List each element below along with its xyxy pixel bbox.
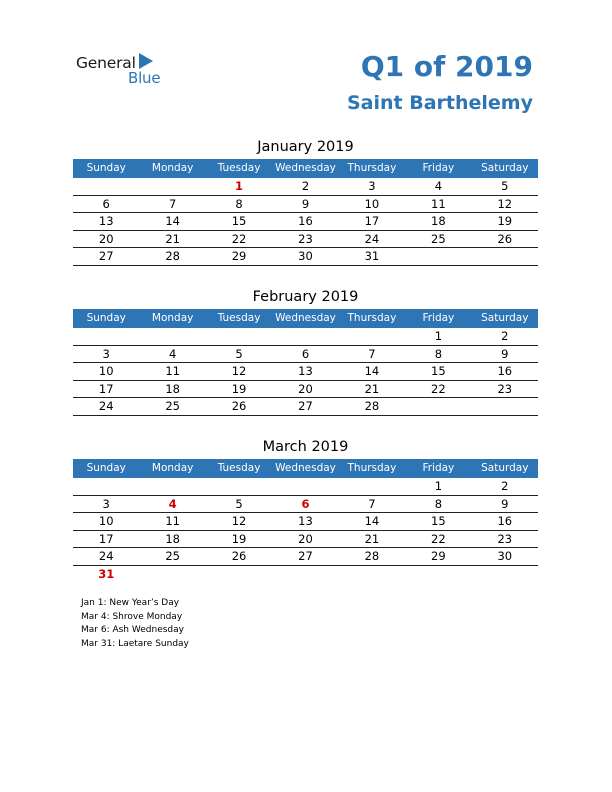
day-cell: 9: [501, 496, 509, 511]
month-february: [73, 286, 538, 416]
day-cell: 6: [301, 496, 310, 511]
day-cell: [272, 328, 338, 345]
month-january: [73, 136, 538, 266]
day-cell: 8: [434, 496, 443, 511]
day-cell: 17: [98, 381, 114, 396]
day-cell: 13: [298, 364, 313, 378]
day-cell: [73, 478, 139, 495]
weekday-label: Sunday: [86, 312, 126, 324]
holiday-item: Mar 31: Laetare Sunday: [81, 638, 189, 649]
day-cell: 8: [235, 196, 243, 211]
day-cell: 2: [501, 329, 509, 343]
weekday-label: Thursday: [347, 462, 397, 474]
weekday-label: Thursday: [347, 312, 397, 324]
day-cell: 17: [364, 214, 380, 228]
weekday-label: Monday: [151, 462, 194, 474]
day-cell: 4: [168, 496, 177, 511]
day-cell: 15: [431, 514, 446, 528]
day-cell: 23: [497, 381, 513, 396]
holiday-list: [81, 597, 189, 651]
day-cell: 10: [98, 364, 114, 378]
day-cell: 14: [165, 214, 180, 228]
weekday-label: Sunday: [86, 462, 126, 474]
week-row: [73, 531, 538, 549]
day-cell: 16: [298, 214, 313, 228]
logo-blue-text: Blue: [128, 69, 161, 87]
day-cell: 6: [301, 346, 310, 361]
day-cell: 12: [231, 364, 247, 378]
day-cell: [139, 478, 205, 495]
week-row: [73, 178, 538, 196]
weekday-header: [73, 309, 538, 328]
day-cell: 15: [431, 364, 446, 378]
week-row: [73, 513, 538, 531]
day-cell: [339, 478, 405, 495]
day-cell: 28: [364, 549, 380, 563]
day-cell: 5: [235, 496, 243, 511]
holiday-item: Mar 4: Shrove Monday: [81, 611, 183, 622]
day-cell: 31: [364, 249, 380, 263]
day-cell: [73, 328, 139, 345]
day-cell: [206, 478, 272, 495]
weekday-label: Wednesday: [275, 462, 336, 474]
day-cell: 7: [368, 346, 376, 361]
day-cell: 1: [434, 329, 443, 343]
day-cell: 28: [364, 399, 380, 413]
weekday-label: Tuesday: [217, 312, 261, 324]
day-cell: 18: [431, 214, 446, 228]
day-cell: 7: [368, 496, 376, 511]
day-cell: [339, 566, 405, 583]
day-cell: 22: [431, 531, 446, 546]
week-row: [73, 381, 538, 399]
day-cell: 23: [298, 231, 313, 246]
holiday-item: Jan 1: New Year’s Day: [81, 598, 180, 608]
day-cell: 18: [165, 381, 180, 396]
day-cell: [73, 178, 139, 195]
day-cell: 24: [364, 231, 380, 246]
day-cell: [272, 566, 338, 583]
week-row: [73, 346, 538, 364]
day-cell: 15: [231, 214, 247, 228]
day-cell: 19: [231, 381, 247, 396]
day-cell: 16: [497, 514, 513, 528]
day-cell: [139, 178, 205, 195]
weekday-label: Tuesday: [217, 462, 261, 474]
day-cell: 10: [98, 514, 114, 528]
weekday-label: Friday: [422, 162, 455, 174]
weekday-label: Saturday: [481, 312, 529, 324]
day-cell: [139, 566, 205, 583]
day-cell: 31: [98, 566, 115, 581]
day-cell: 1: [235, 179, 244, 193]
week-row: [73, 478, 538, 496]
day-cell: 3: [368, 179, 376, 193]
day-cell: 20: [298, 531, 313, 546]
day-cell: 24: [98, 549, 114, 563]
day-cell: 1: [434, 479, 443, 493]
day-cell: 12: [231, 514, 247, 528]
day-cell: 25: [165, 549, 180, 563]
day-cell: [405, 398, 471, 415]
day-cell: 18: [165, 531, 180, 546]
day-cell: 22: [231, 231, 247, 246]
day-cell: 11: [165, 364, 180, 378]
month-title: February 2019: [252, 289, 359, 305]
day-cell: 24: [98, 399, 114, 413]
week-row: [73, 196, 538, 214]
weekday-label: Wednesday: [275, 312, 336, 324]
day-cell: 8: [434, 346, 443, 361]
day-cell: 5: [235, 346, 243, 361]
day-cell: 26: [231, 549, 247, 563]
country-name: Saint Barthelemy: [347, 92, 533, 114]
day-cell: 19: [231, 531, 247, 546]
week-row: [73, 496, 538, 514]
day-cell: 16: [497, 364, 513, 378]
day-cell: 13: [98, 214, 114, 228]
day-cell: 4: [168, 346, 177, 361]
logo-triangle-icon: [139, 53, 153, 69]
day-cell: 5: [501, 179, 509, 193]
week-row: [73, 248, 538, 266]
day-cell: [272, 478, 338, 495]
weekday-label: Saturday: [481, 462, 529, 474]
day-cell: [472, 398, 538, 415]
day-cell: 20: [298, 381, 313, 396]
week-row: [73, 328, 538, 346]
day-cell: 12: [497, 196, 513, 211]
weekday-header: [73, 459, 538, 478]
weekday-label: Monday: [151, 312, 194, 324]
weekday-label: Wednesday: [275, 162, 336, 174]
day-cell: 6: [102, 196, 110, 211]
week-row: [73, 398, 538, 416]
day-cell: 17: [98, 531, 114, 546]
day-cell: 26: [231, 399, 247, 413]
day-cell: 25: [431, 231, 446, 246]
weekday-label: Friday: [422, 462, 455, 474]
day-cell: [472, 566, 538, 583]
month-march: [73, 436, 538, 583]
logo-general-text: General: [76, 54, 136, 72]
day-cell: [405, 248, 471, 265]
weekday-label: Sunday: [86, 162, 126, 174]
day-cell: 9: [301, 196, 310, 211]
day-cell: 14: [364, 364, 380, 378]
day-cell: 14: [364, 514, 380, 528]
day-cell: 3: [102, 346, 110, 361]
day-cell: 11: [431, 196, 446, 211]
week-row: [73, 213, 538, 231]
holiday-item: Mar 6: Ash Wednesday: [81, 625, 184, 635]
weekday-label: Friday: [422, 312, 455, 324]
day-cell: [206, 328, 272, 345]
weekday-label: Monday: [151, 162, 194, 174]
month-title: March 2019: [262, 439, 349, 455]
weekday-label: Tuesday: [217, 162, 261, 174]
day-cell: 9: [501, 346, 509, 361]
day-cell: 10: [364, 196, 380, 211]
weekday-label: Saturday: [481, 162, 529, 174]
day-cell: 20: [98, 231, 114, 246]
week-row-extra: [73, 566, 538, 583]
week-row: [73, 548, 538, 566]
day-cell: 13: [298, 514, 313, 528]
day-cell: 2: [301, 179, 310, 193]
day-cell: 25: [165, 399, 180, 413]
day-cell: [206, 566, 272, 583]
day-cell: [139, 328, 205, 345]
day-cell: 3: [102, 496, 110, 511]
day-cell: 21: [165, 231, 180, 246]
day-cell: 2: [501, 479, 509, 493]
day-cell: 30: [497, 549, 513, 563]
weekday-label: Thursday: [347, 162, 397, 174]
day-cell: 30: [298, 249, 313, 263]
day-cell: [405, 566, 471, 583]
day-cell: 26: [497, 231, 513, 246]
generalblue-logo: [76, 52, 176, 92]
day-cell: 23: [497, 531, 513, 546]
month-title: January 2019: [257, 139, 354, 155]
day-cell: 21: [364, 381, 380, 396]
day-cell: 27: [298, 399, 313, 413]
day-cell: 27: [98, 249, 114, 263]
day-cell: 28: [165, 249, 180, 263]
day-cell: [339, 328, 405, 345]
day-cell: 4: [434, 179, 443, 193]
page-title: Q1 of 2019: [360, 50, 533, 83]
weekday-header: [73, 159, 538, 178]
day-cell: 27: [298, 549, 313, 563]
day-cell: 22: [431, 381, 446, 396]
day-cell: [472, 248, 538, 265]
day-cell: 29: [231, 249, 247, 263]
day-cell: 29: [431, 549, 446, 563]
week-row: [73, 363, 538, 381]
day-cell: 21: [364, 531, 380, 546]
day-cell: 11: [165, 514, 180, 528]
day-cell: 7: [168, 196, 177, 211]
week-row: [73, 231, 538, 249]
day-cell: 19: [497, 214, 513, 228]
